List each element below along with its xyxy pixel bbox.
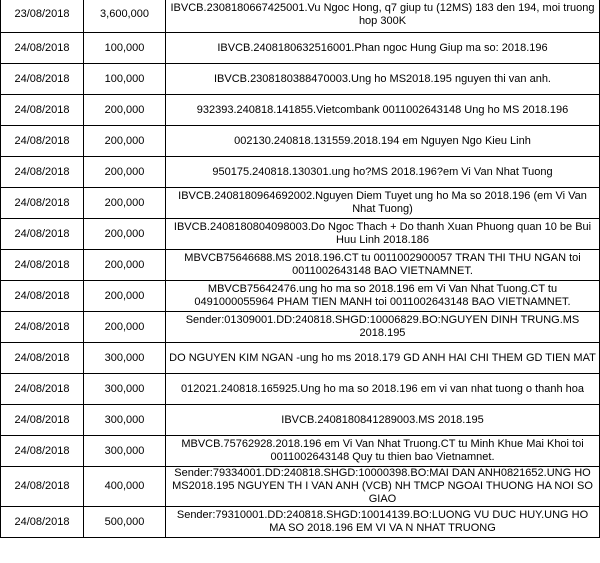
date-cell: 23/08/2018 [1,0,84,33]
amount-cell: 200,000 [84,95,166,126]
table-row [1,126,600,157]
date-cell: 24/08/2018 [1,188,84,219]
amount-cell: 100,000 [84,64,166,95]
date-cell: 24/08/2018 [1,467,84,507]
amount-cell: 3,600,000 [84,0,166,33]
description-cell: 950175.240818.130301.ung ho?MS 2018.196?em Vi Van Nhat Tuong [166,157,600,188]
amount-cell: 300,000 [84,343,166,374]
date-cell: 24/08/2018 [1,250,84,281]
table-row [1,405,600,436]
table-row [1,312,600,343]
date-cell: 24/08/2018 [1,33,84,64]
description-cell: 002130.240818.131559.2018.194 em Nguyen Ngo Kieu Linh [166,126,600,157]
amount-cell: 100,000 [84,33,166,64]
date-cell: 24/08/2018 [1,436,84,467]
table-row [1,157,600,188]
date-cell: 24/08/2018 [1,405,84,436]
date-cell: 24/08/2018 [1,312,84,343]
table-row [1,436,600,467]
description-cell: MBVCB75642476.ung ho ma so 2018.196 em Vi Van Nhat Tuong.CT tu 0491000055964 PHAM TIEN MANH toi 0011002643148 BAO VIETNAMNET. [166,281,600,312]
description-cell: MBVCB75646688.MS 2018.196.CT tu 0011002900057 TRAN THI THU NGAN toi 0011002643148 BAO VIETNAMNET. [166,250,600,281]
table-row [1,250,600,281]
table-row [1,64,600,95]
date-cell: 24/08/2018 [1,64,84,95]
description-cell: DO NGUYEN KIM NGAN -ung ho ms 2018.179 GD ANH HAI CHI THEM GD TIEN MAT [166,343,600,374]
amount-cell: 200,000 [84,126,166,157]
date-cell: 24/08/2018 [1,281,84,312]
table-row [1,374,600,405]
table-row [1,343,600,374]
table-row [1,507,600,538]
description-cell: Sender:79310001.DD:240818.SHGD:10014139.BO:LUONG VU DUC HUY.UNG HO MA SO 2018.196 EM VI VA N NHAT TRUONG [166,507,600,538]
amount-cell: 200,000 [84,219,166,250]
amount-cell: 200,000 [84,157,166,188]
description-cell: Sender:01309001.DD:240818.SHGD:10006829.BO:NGUYEN DINH TRUNG.MS 2018.195 [166,312,600,343]
date-cell: 24/08/2018 [1,507,84,538]
table-row [1,33,600,64]
amount-cell: 300,000 [84,436,166,467]
date-cell: 24/08/2018 [1,157,84,188]
date-cell: 24/08/2018 [1,126,84,157]
amount-cell: 200,000 [84,312,166,343]
description-cell: IBVCB.2308180388470003.Ung ho MS2018.195 nguyen thi van anh. [166,64,600,95]
table-row [1,281,600,312]
amount-cell: 500,000 [84,507,166,538]
table-row [1,188,600,219]
table-row [1,467,600,507]
date-cell: 24/08/2018 [1,219,84,250]
amount-cell: 400,000 [84,467,166,507]
amount-cell: 300,000 [84,405,166,436]
date-cell: 24/08/2018 [1,374,84,405]
description-cell: IBVCB.2408180964692002.Nguyen Diem Tuyet ung ho Ma so 2018.196 (em Vi Van Nhat Tuong) [166,188,600,219]
date-cell: 24/08/2018 [1,95,84,126]
amount-cell: 200,000 [84,250,166,281]
donations-table-body [1,0,600,538]
table-row [1,219,600,250]
description-cell: 012021.240818.165925.Ung ho ma so 2018.196 em vi van nhat tuong o thanh hoa [166,374,600,405]
description-cell: IBVCB.2408180804098003.Do Ngoc Thach + Do thanh Xuan Phuong quan 10 be Bui Huu Linh 2018.186 [166,219,600,250]
date-cell: 24/08/2018 [1,343,84,374]
description-cell: IBVCB.2408180841289003.MS 2018.195 [166,405,600,436]
description-cell: IBVCB.2308180667425001.Vu Ngoc Hong, q7 giup tu (12MS) 183 den 194, moi truong hop 300K [166,0,600,33]
table-row [1,95,600,126]
amount-cell: 200,000 [84,281,166,312]
amount-cell: 300,000 [84,374,166,405]
description-cell: MBVCB.75762928.2018.196 em Vi Van Nhat Truong.CT tu Minh Khue Mai Khoi toi 0011002643148 Quy tu thien bao Vietnamnet. [166,436,600,467]
description-cell: IBVCB.2408180632516001.Phan ngoc Hung Giup ma so: 2018.196 [166,33,600,64]
amount-cell: 200,000 [84,188,166,219]
description-cell: 932393.240818.141855.Vietcombank 0011002643148 Ung ho MS 2018.196 [166,95,600,126]
description-cell: Sender:79334001.DD:240818.SHGD:10000398.BO:MAI DAN ANH0821652.UNG HO MS2018.195 NGUYEN TH I VAN ANH (VCB) NH TMCP NGOAI THUONG HA NOI SO GIAO [166,467,600,507]
table-row [1,0,600,33]
